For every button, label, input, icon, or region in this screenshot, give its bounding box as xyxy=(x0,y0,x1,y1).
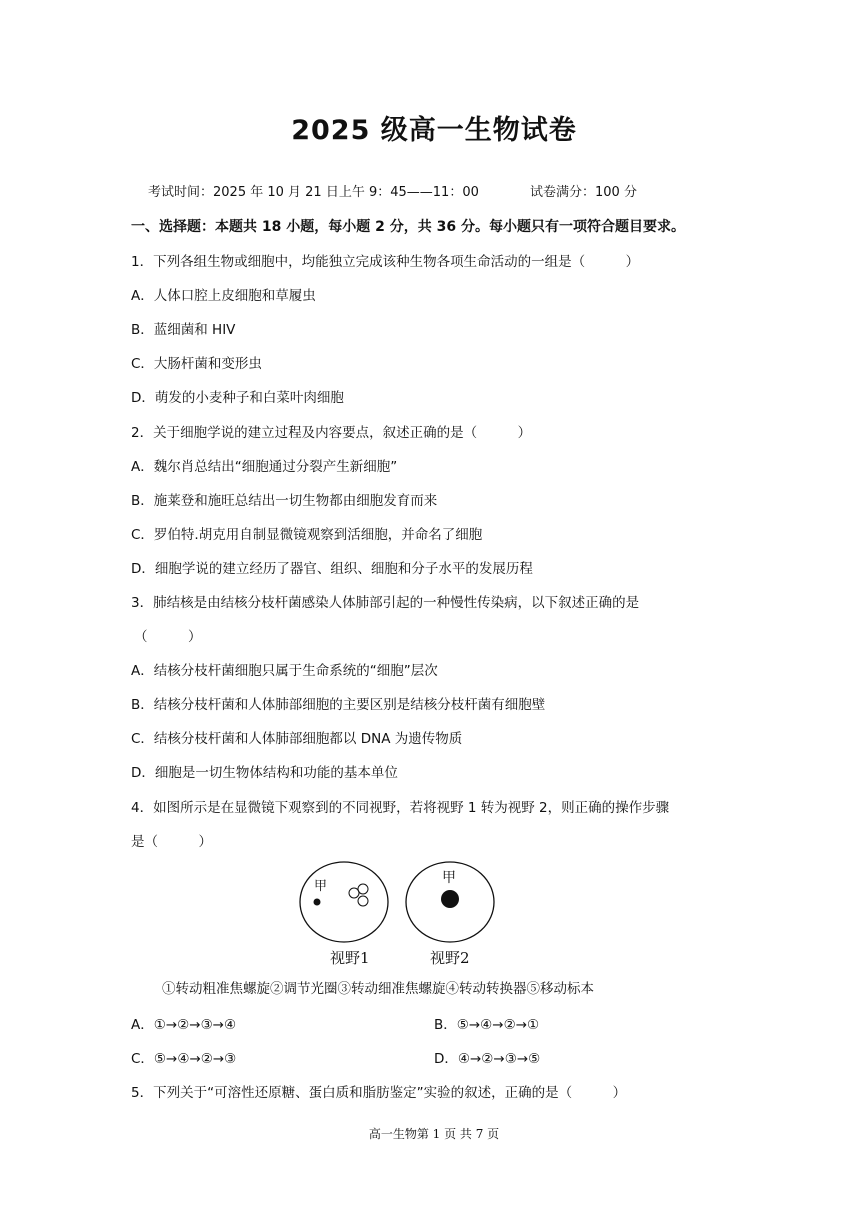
field-1-jia-label: 甲 xyxy=(314,879,328,894)
field-1-small-dot xyxy=(314,899,321,906)
q2-stem: 2．关于细胞学说的建立过程及内容要点，叙述正确的是（ ） xyxy=(131,425,532,441)
q4-stem: 4．如图所示是在显微镜下观察到的不同视野，若将视野 1 转为视野 2，则正确的操作步骤 xyxy=(131,800,670,816)
field-1-ring-a xyxy=(349,888,359,898)
q4-option-c: C．⑤→④→②→③ xyxy=(131,1051,237,1067)
q3-option-b: B．结核分枝杆菌和人体肺部细胞的主要区别是结核分枝杆菌有细胞壁 xyxy=(131,697,546,713)
page-footer: 高一生物第 1 页 共 7 页 xyxy=(368,1127,500,1141)
field-2-large-dot xyxy=(441,890,459,908)
q1-option-c: C．大肠杆菌和变形虫 xyxy=(131,356,262,372)
q1-option-d: D．萌发的小麦种子和白菜叶肉细胞 xyxy=(131,390,344,406)
q3-option-a: A．结核分枝杆菌细胞只属于生命系统的“细胞”层次 xyxy=(131,663,438,679)
field-2-caption: 视野2 xyxy=(430,949,470,967)
page-title: 2025 级高一生物试卷 xyxy=(291,115,577,146)
section-heading: 一、选择题：本题共 18 小题，每小题 2 分，共 36 分。每小题只有一项符合题目要求。 xyxy=(131,219,685,235)
q2-option-a: A．魏尔肖总结出“细胞通过分裂产生新细胞” xyxy=(131,459,398,475)
q3-option-c: C．结核分枝杆菌和人体肺部细胞都以 DNA 为遗传物质 xyxy=(131,731,463,747)
q3-option-d: D．细胞是一切生物体结构和功能的基本单位 xyxy=(131,765,398,781)
q1-option-a: A．人体口腔上皮细胞和草履虫 xyxy=(131,288,316,304)
q5-stem: 5．下列关于“可溶性还原糖、蛋白质和脂肪鉴定”实验的叙述，正确的是（ ） xyxy=(131,1085,627,1101)
microscope-fields-figure xyxy=(296,858,506,970)
field-1-circle xyxy=(300,862,388,942)
field-1-ring-b xyxy=(358,884,368,894)
field-2-jia-label: 甲 xyxy=(442,870,456,886)
q2-option-c: C．罗伯特.胡克用自制显微镜观察到活细胞，并命名了细胞 xyxy=(131,527,483,543)
q2-option-d: D．细胞学说的建立经历了器官、组织、细胞和分子水平的发展历程 xyxy=(131,561,533,577)
q1-option-b: B．蓝细菌和 HIV xyxy=(131,322,236,338)
q3-stem: 3．肺结核是由结核分枝杆菌感染人体肺部引起的一种慢性传染病，以下叙述正确的是 xyxy=(131,595,640,611)
q2-option-b: B．施莱登和施旺总结出一切生物都由细胞发育而来 xyxy=(131,493,438,509)
q4-option-a: A．①→②→③→④ xyxy=(131,1017,237,1033)
q4-stem-continued: 是（ ） xyxy=(131,834,212,850)
q4-option-d: D．④→②→③→⑤ xyxy=(434,1051,541,1067)
field-1-caption: 视野1 xyxy=(330,949,370,967)
q1-stem: 1．下列各组生物或细胞中，均能独立完成该种生物各项生命活动的一组是（ ） xyxy=(131,254,640,270)
q3-stem-bracket: （ ） xyxy=(134,629,202,645)
q4-option-b: B．⑤→④→②→① xyxy=(434,1017,540,1033)
exam-score: 试卷满分：100 分 xyxy=(530,185,637,200)
q4-operation-steps: ①转动粗准焦螺旋②调节光圈③转动细准焦螺旋④转动转换器⑤移动标本 xyxy=(162,981,594,997)
exam-time: 考试时间：2025 年 10 月 21 日上午 9：45——11：00 xyxy=(148,185,479,200)
field-1-ring-c xyxy=(358,896,368,906)
